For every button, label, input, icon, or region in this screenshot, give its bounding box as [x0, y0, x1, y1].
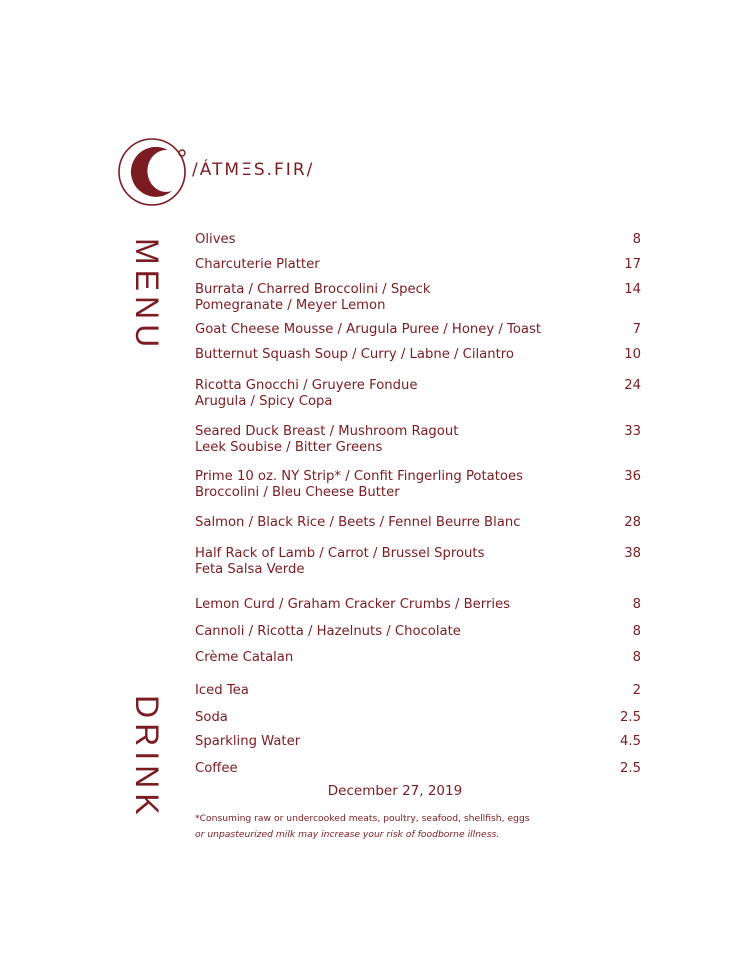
- logo-wordmark: /ÁTMΞS.FIR/: [192, 160, 315, 180]
- menu-item-name: Burrata / Charred Broccolini / Speck: [195, 282, 431, 297]
- drink-item-price: 2: [632, 683, 641, 698]
- menu-item-description: Feta Salsa Verde: [195, 562, 305, 577]
- menu-item-description: Broccolini / Bleu Cheese Butter: [195, 485, 400, 500]
- menu-item: [195, 322, 641, 338]
- menu-item-price: 33: [624, 424, 641, 439]
- menu-item-name: Butternut Squash Soup / Curry / Labne / Cilantro: [195, 347, 514, 362]
- menu-item: [195, 232, 641, 248]
- disclaimer-line-1: *Consuming raw or undercooked meats, poultry, seafood, shellfish, eggs: [195, 813, 530, 824]
- menu-item-price: 17: [624, 257, 641, 272]
- menu-item-price: 8: [632, 650, 641, 665]
- menu-date: December 27, 2019: [327, 783, 463, 799]
- menu-item-name: Salmon / Black Rice / Beets / Fennel Beurre Blanc: [195, 515, 521, 530]
- drink-item-name: Coffee: [195, 761, 238, 776]
- menu-item-price: 7: [632, 322, 641, 337]
- menu-item-price: 36: [624, 469, 641, 484]
- menu-item: [195, 378, 641, 410]
- menu-item: [195, 597, 641, 613]
- menu-item-price: 10: [624, 347, 641, 362]
- menu-item-name: Charcuterie Platter: [195, 257, 320, 272]
- drink-item-price: 2.5: [620, 761, 641, 776]
- menu-item: [195, 469, 641, 501]
- menu-item: [195, 650, 641, 666]
- menu-item-price: 38: [624, 546, 641, 561]
- menu-item-price: 8: [632, 624, 641, 639]
- food-safety-disclaimer: [195, 811, 530, 843]
- drink-item: [195, 683, 641, 699]
- menu-item-name: Ricotta Gnocchi / Gruyere Fondue: [195, 378, 418, 393]
- drink-item-price: 4.5: [620, 734, 641, 749]
- menu-item-name: Cannoli / Ricotta / Hazelnuts / Chocolate: [195, 624, 461, 639]
- menu-item-price: 8: [632, 232, 641, 247]
- menu-item: [195, 347, 641, 363]
- menu-item-name: Crème Catalan: [195, 650, 294, 665]
- menu-item-name: Goat Cheese Mousse / Arugula Puree / Honey / Toast: [195, 322, 542, 337]
- drink-item-name: Sparkling Water: [195, 734, 301, 749]
- menu-item: [195, 515, 641, 531]
- menu-item-description: Pomegranate / Meyer Lemon: [195, 298, 386, 313]
- menu-item-name: Lemon Curd / Graham Cracker Crumbs / Berries: [195, 597, 511, 612]
- logo-emblem-icon: [116, 136, 196, 208]
- menu-item: [195, 257, 641, 273]
- menu-item-description: Leek Soubise / Bitter Greens: [195, 440, 383, 455]
- menu-item-price: 8: [632, 597, 641, 612]
- menu-item: [195, 546, 641, 578]
- drink-section-label: DRINK: [129, 695, 165, 820]
- menu-item-price: 24: [624, 378, 641, 393]
- drink-item: [195, 710, 641, 726]
- menu-item: [195, 424, 641, 456]
- menu-item-name: Prime 10 oz. NY Strip* / Confit Fingerling Potatoes: [195, 469, 523, 484]
- drink-item-price: 2.5: [620, 710, 641, 725]
- drink-item-name: Soda: [195, 710, 228, 725]
- menu-item-name: Olives: [195, 232, 236, 247]
- menu-section-label: MENU: [129, 238, 165, 353]
- menu-item-price: 14: [624, 282, 641, 297]
- menu-item-description: Arugula / Spicy Copa: [195, 394, 333, 409]
- disclaimer-line-2: or unpasteurized milk may increase your risk of foodborne illness.: [195, 829, 500, 840]
- menu-item-name: Seared Duck Breast / Mushroom Ragout: [195, 424, 459, 439]
- menu-item: [195, 624, 641, 640]
- menu-item: [195, 282, 641, 314]
- drink-item: [195, 761, 641, 777]
- drink-item: [195, 734, 641, 750]
- restaurant-logo: [116, 136, 316, 208]
- drink-item-name: Iced Tea: [195, 683, 249, 698]
- menu-item-price: 28: [624, 515, 641, 530]
- menu-item-name: Half Rack of Lamb / Carrot / Brussel Sprouts: [195, 546, 485, 561]
